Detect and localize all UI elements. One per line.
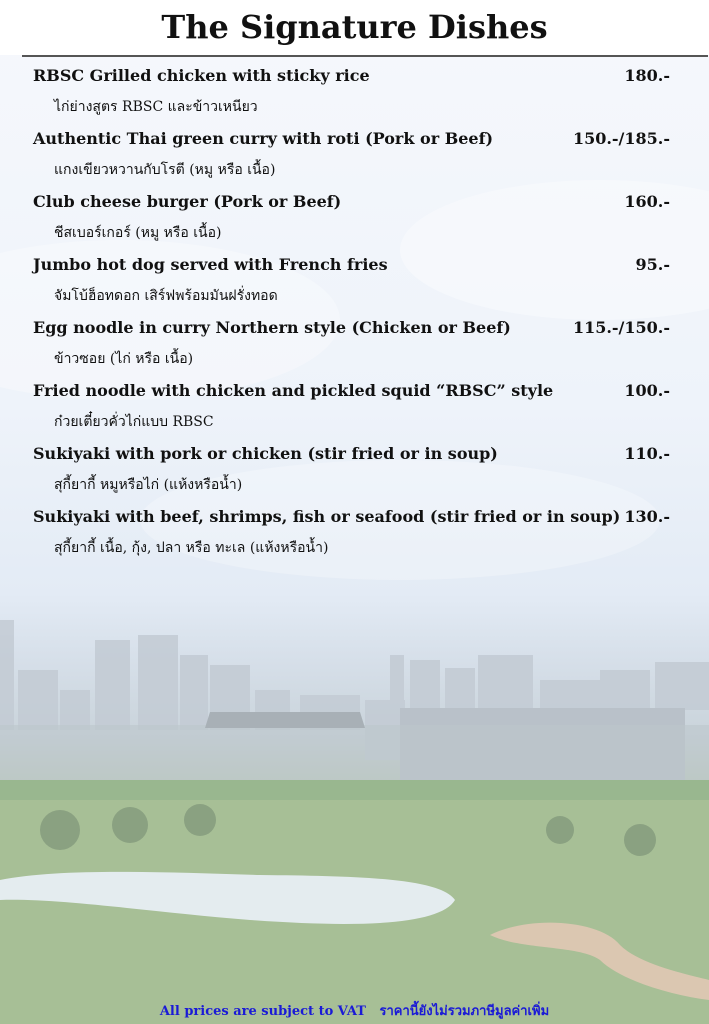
menu-item [33,192,673,255]
dish-name-thai: ไก่ย่างสูตร RBSC และข้าวเหนียว [54,99,258,115]
menu-list [33,66,673,570]
dish-name: Sukiyaki with beef, shrimps, fish or seafood (stir fried or in soup) [33,507,621,526]
dish-name: Fried noodle with chicken and pickled squid “RBSC” style [33,381,554,400]
dish-price: 160.- [624,192,670,211]
dish-name-thai: จัมโบ้ฮ็อทดอก เสิร์ฟพร้อมมันฝรั่งทอด [54,288,278,304]
menu-item [33,255,673,318]
dish-price: 180.- [624,66,670,85]
menu-item [33,318,673,381]
dish-price: 100.- [624,381,670,400]
title-divider [22,55,708,57]
dish-name: Authentic Thai green curry with roti (Pork or Beef) [33,129,494,148]
dish-name-thai: แกงเขียวหวานกับโรตี (หมู หรือ เนื้อ) [54,162,276,178]
dish-price: 130.- [624,507,670,526]
menu-item [33,507,673,570]
dish-price: 115.-/150.- [572,318,670,337]
page-title: The Signature Dishes [161,8,548,46]
menu-item [33,444,673,507]
dish-price: 110.- [624,444,670,463]
dish-price: 95.- [635,255,670,274]
dish-name-thai: ก๋วยเตี๋ยวคั่วไก่แบบ RBSC [54,414,214,430]
dish-name-thai: สุกี้ยากี้ หมูหรือไก่ (แห้งหรือน้ำ) [54,477,243,493]
menu-item [33,66,673,129]
dish-name: Egg noodle in curry Northern style (Chicken or Beef) [33,318,511,337]
dish-name: RBSC Grilled chicken with sticky rice [33,66,370,85]
dish-price: 150.-/185.- [572,129,670,148]
dish-name: Sukiyaki with pork or chicken (stir fried or in soup) [33,444,498,463]
dish-name-thai: ข้าวซอย (ไก่ หรือ เนื้อ) [54,351,194,367]
dish-name: Club cheese burger (Pork or Beef) [33,192,342,211]
dish-name: Jumbo hot dog served with French fries [33,255,388,274]
dish-name-thai: สุกี้ยากี้ เนื้อ, กุ้ง, ปลา หรือ ทะเล (แห้งหรือน้ำ) [54,540,329,556]
menu-item [33,381,673,444]
dish-name-thai: ชีสเบอร์เกอร์ (หมู หรือ เนื้อ) [54,225,222,241]
menu-item [33,129,673,192]
vat-notice: All prices are subject to VAT ราคานี้ยังไม่รวมภาษีมูลค่าเพิ่ม [159,1004,550,1019]
